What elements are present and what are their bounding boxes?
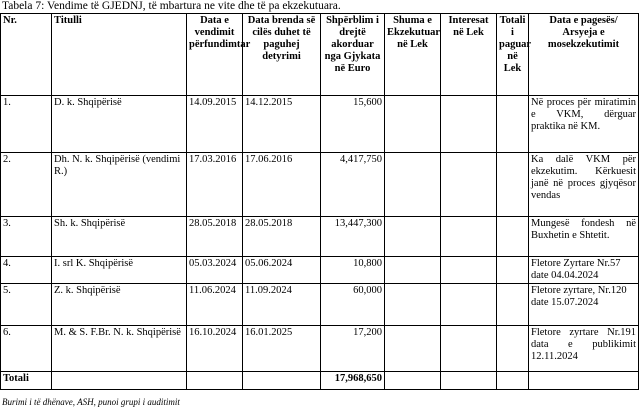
cell-end-date: 28.05.2018 — [187, 217, 243, 257]
cell-total-paid — [497, 284, 529, 326]
cell-interest — [441, 217, 497, 257]
source-note: Burimi i të dhënave, ASH, punoi grupi i auditimit — [2, 397, 180, 407]
cell-title: I. srl K. Shqipërisë — [52, 257, 187, 284]
cell-end-date: 14.09.2015 — [187, 96, 243, 153]
table-row — [1, 326, 639, 372]
cell-end-date: 11.06.2024 — [187, 284, 243, 326]
cell-award: 60,000 — [321, 284, 385, 326]
cell-award: 15,600 — [321, 96, 385, 153]
cell-interest — [441, 326, 497, 372]
header-executed: Shuma e Ekzekutuar në Lek — [385, 14, 441, 96]
cell-end-date — [187, 372, 243, 390]
cell-nr: 1. — [1, 96, 52, 153]
cell-nr: 4. — [1, 257, 52, 284]
cell-pay-by: 16.01.2025 — [243, 326, 321, 372]
header-award: Shpërblim i drejtë akorduar nga Gjykata në Euro — [321, 14, 385, 96]
cell-executed — [385, 153, 441, 217]
cell-end-date: 16.10.2024 — [187, 326, 243, 372]
judgments-table — [0, 13, 639, 390]
cell-title: Dh. N. k. Shqipërisë (vendimi R.) — [52, 153, 187, 217]
cell-pay-by: 17.06.2016 — [243, 153, 321, 217]
cell-title — [52, 372, 187, 390]
cell-nr: 3. — [1, 217, 52, 257]
cell-pay-by: 11.09.2024 — [243, 284, 321, 326]
table-row — [1, 284, 639, 326]
cell-reason: Fletore zyrtare Nr.191 data e publikimit 12.11.2024 — [529, 326, 639, 372]
cell-award: 4,417,750 — [321, 153, 385, 217]
cell-reason: Në proces për miratimin e VKM, dërguar praktika në KM. — [529, 96, 639, 153]
cell-total-paid — [497, 257, 529, 284]
cell-interest — [441, 284, 497, 326]
total-row — [1, 372, 639, 390]
header-end-date: Data e vendimit përfundimtar — [187, 14, 243, 96]
cell-interest — [441, 153, 497, 217]
cell-reason: Fletore zyrtare, Nr.120 date 15.07.2024 — [529, 284, 639, 326]
table-row — [1, 257, 639, 284]
cell-pay-by: 28.05.2018 — [243, 217, 321, 257]
cell-reason: Ka dalë VKM për ekzekutim. Kërkuesit janë në proces gjyqësor vendas — [529, 153, 639, 217]
cell-nr: 2. — [1, 153, 52, 217]
cell-total-paid — [497, 217, 529, 257]
cell-title: D. k. Shqipërisë — [52, 96, 187, 153]
cell-pay-by: 05.06.2024 — [243, 257, 321, 284]
cell-reason — [529, 372, 639, 390]
cell-nr: 5. — [1, 284, 52, 326]
header-pay-by: Data brenda së cilës duhet të paguhej detyrimi — [243, 14, 321, 96]
cell-end-date: 17.03.2016 — [187, 153, 243, 217]
cell-pay-by — [243, 372, 321, 390]
cell-title: M. & S. F.Br. N. k. Shqipërisë — [52, 326, 187, 372]
header-total-paid: Totali i paguar në Lek — [497, 14, 529, 96]
cell-end-date: 05.03.2024 — [187, 257, 243, 284]
table-caption: Tabela 7: Vendime të GJEDNJ, të mbartura ne vite dhe të pa ekzekutuara. — [2, 0, 341, 12]
cell-award: 10,800 — [321, 257, 385, 284]
cell-executed — [385, 284, 441, 326]
cell-reason: Mungesë fondesh në Buxhetin e Shtetit. — [529, 217, 639, 257]
table-row — [1, 153, 639, 217]
cell-interest — [441, 96, 497, 153]
cell-executed — [385, 326, 441, 372]
header-title: Titulli — [52, 14, 187, 96]
table-row — [1, 96, 639, 153]
cell-title: Z. k. Shqipërisë — [52, 284, 187, 326]
cell-total-paid — [497, 153, 529, 217]
cell-title: Sh. k. Shqipërisë — [52, 217, 187, 257]
table-header-row — [1, 14, 639, 96]
cell-executed — [385, 217, 441, 257]
cell-executed — [385, 96, 441, 153]
cell-reason: Fletore Zyrtare Nr.57 date 04.04.2024 — [529, 257, 639, 284]
cell-pay-by: 14.12.2015 — [243, 96, 321, 153]
total-label: Totali — [1, 372, 52, 390]
cell-interest — [441, 372, 497, 390]
cell-award: 17,200 — [321, 326, 385, 372]
header-reasons: Data e pagesës/ Arsyeja e mosekzekutimit — [529, 14, 639, 96]
cell-total-paid — [497, 96, 529, 153]
header-nr: Nr. — [1, 14, 52, 96]
cell-total-paid — [497, 372, 529, 390]
cell-executed — [385, 257, 441, 284]
cell-nr: 6. — [1, 326, 52, 372]
cell-executed — [385, 372, 441, 390]
table-row — [1, 217, 639, 257]
header-interest: Interesat në Lek — [441, 14, 497, 96]
cell-award: 13,447,300 — [321, 217, 385, 257]
cell-total-paid — [497, 326, 529, 372]
cell-interest — [441, 257, 497, 284]
total-award: 17,968,650 — [321, 372, 385, 390]
